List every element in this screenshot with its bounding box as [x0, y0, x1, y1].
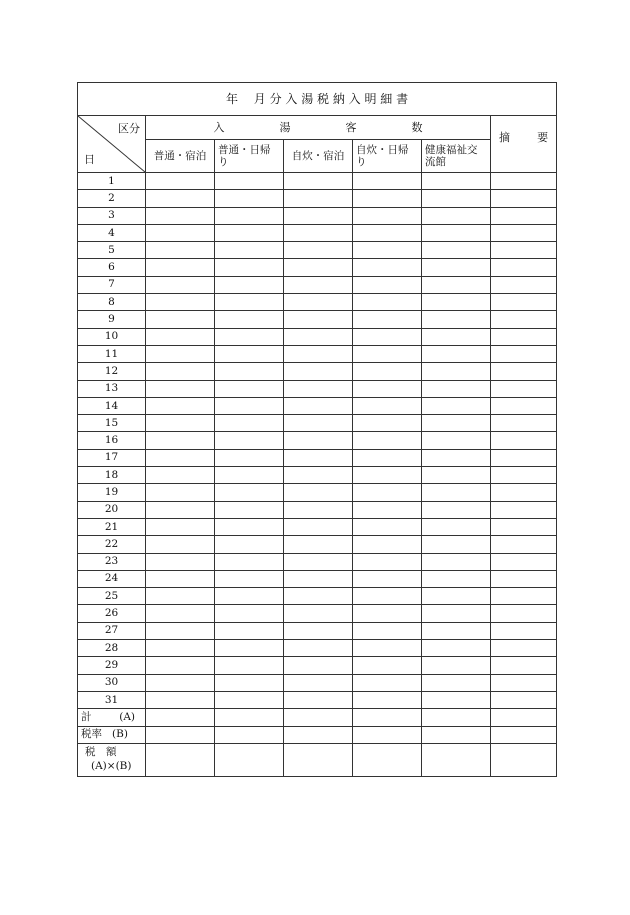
day-row	[78, 328, 557, 345]
tax-value-cell[interactable]	[284, 743, 353, 776]
count-cell[interactable]	[284, 224, 353, 241]
rate-value-cell[interactable]	[353, 726, 422, 743]
count-cell[interactable]	[353, 363, 422, 380]
day-row	[78, 657, 557, 674]
count-cell[interactable]	[353, 190, 422, 207]
count-cell[interactable]	[146, 467, 215, 484]
memo-cell[interactable]	[491, 484, 557, 501]
count-cell[interactable]	[422, 518, 491, 535]
count-cell[interactable]	[215, 432, 284, 449]
bather-count-char-2: 湯	[279, 121, 291, 134]
memo-cell[interactable]	[491, 518, 557, 535]
count-cell[interactable]	[215, 380, 284, 397]
day-number: 8	[78, 294, 146, 311]
count-cell[interactable]	[146, 432, 215, 449]
count-cell[interactable]	[284, 518, 353, 535]
day-number: 21	[78, 518, 146, 535]
count-cell[interactable]	[284, 190, 353, 207]
day-row	[78, 484, 557, 501]
memo-cell[interactable]	[491, 570, 557, 587]
day-row	[78, 449, 557, 466]
count-cell[interactable]	[215, 276, 284, 293]
count-cell[interactable]	[284, 242, 353, 259]
memo-cell[interactable]	[491, 380, 557, 397]
count-cell[interactable]	[422, 311, 491, 328]
tax-row	[78, 743, 557, 776]
count-cell[interactable]	[422, 173, 491, 190]
count-cell[interactable]	[353, 345, 422, 362]
memo-cell[interactable]	[491, 242, 557, 259]
count-cell[interactable]	[146, 536, 215, 553]
count-cell[interactable]	[422, 276, 491, 293]
day-row	[78, 242, 557, 259]
count-cell[interactable]	[215, 397, 284, 414]
count-cell[interactable]	[353, 640, 422, 657]
count-cell[interactable]	[284, 397, 353, 414]
rate-value-cell[interactable]	[215, 726, 284, 743]
count-cell[interactable]	[284, 622, 353, 639]
count-cell[interactable]	[284, 380, 353, 397]
count-cell[interactable]	[422, 380, 491, 397]
count-cell[interactable]	[284, 363, 353, 380]
total-row	[78, 709, 557, 726]
day-number: 28	[78, 640, 146, 657]
count-cell[interactable]	[215, 588, 284, 605]
day-row	[78, 536, 557, 553]
count-cell[interactable]	[146, 190, 215, 207]
tax-formula: (A)×(B)	[91, 759, 132, 772]
count-cell[interactable]	[215, 640, 284, 657]
memo-cell[interactable]	[491, 467, 557, 484]
count-cell[interactable]	[422, 397, 491, 414]
memo-cell[interactable]	[491, 432, 557, 449]
count-cell[interactable]	[146, 276, 215, 293]
day-number: 22	[78, 536, 146, 553]
memo-header	[491, 116, 557, 173]
memo-char-2: 要	[537, 130, 549, 144]
day-row	[78, 380, 557, 397]
count-cell[interactable]	[146, 328, 215, 345]
count-cell[interactable]	[146, 691, 215, 708]
count-cell[interactable]	[215, 691, 284, 708]
count-cell[interactable]	[353, 674, 422, 691]
memo-cell[interactable]	[491, 173, 557, 190]
count-cell[interactable]	[146, 449, 215, 466]
count-cell[interactable]	[353, 449, 422, 466]
count-cell[interactable]	[146, 484, 215, 501]
memo-cell[interactable]	[491, 345, 557, 362]
form-title	[78, 83, 557, 116]
count-cell[interactable]	[284, 588, 353, 605]
day-number: 5	[78, 242, 146, 259]
day-number: 31	[78, 691, 146, 708]
day-row	[78, 294, 557, 311]
count-cell[interactable]	[353, 207, 422, 224]
col-selfcook-stay: 自炊・宿泊	[284, 140, 353, 173]
count-cell[interactable]	[146, 173, 215, 190]
count-cell[interactable]	[284, 294, 353, 311]
day-number: 26	[78, 605, 146, 622]
rate-label-cell	[78, 726, 146, 743]
count-cell[interactable]	[353, 242, 422, 259]
day-number: 13	[78, 380, 146, 397]
bather-count-char-1: 入	[213, 121, 225, 134]
count-cell[interactable]	[422, 640, 491, 657]
memo-cell[interactable]	[491, 311, 557, 328]
count-cell[interactable]	[215, 173, 284, 190]
count-cell[interactable]	[146, 415, 215, 432]
memo-char-1: 摘	[499, 130, 510, 144]
day-number: 17	[78, 449, 146, 466]
count-cell[interactable]	[422, 691, 491, 708]
count-cell[interactable]	[284, 328, 353, 345]
kubun-hi-header	[78, 116, 146, 173]
count-cell[interactable]	[146, 294, 215, 311]
count-cell[interactable]	[422, 207, 491, 224]
count-cell[interactable]	[284, 467, 353, 484]
day-number: 9	[78, 311, 146, 328]
day-row	[78, 640, 557, 657]
count-cell[interactable]	[353, 415, 422, 432]
total-value-cell[interactable]	[491, 709, 557, 726]
day-number: 27	[78, 622, 146, 639]
tax-value-cell[interactable]	[422, 743, 491, 776]
day-number: 19	[78, 484, 146, 501]
tax-value-cell[interactable]	[215, 743, 284, 776]
count-cell[interactable]	[353, 311, 422, 328]
count-cell[interactable]	[353, 622, 422, 639]
total-value-cell[interactable]	[422, 709, 491, 726]
count-cell[interactable]	[422, 484, 491, 501]
day-number: 30	[78, 674, 146, 691]
total-value-cell[interactable]	[353, 709, 422, 726]
day-number: 15	[78, 415, 146, 432]
count-cell[interactable]	[215, 294, 284, 311]
day-number: 14	[78, 397, 146, 414]
count-cell[interactable]	[284, 501, 353, 518]
count-cell[interactable]	[353, 536, 422, 553]
count-cell[interactable]	[215, 311, 284, 328]
count-cell[interactable]	[215, 605, 284, 622]
count-cell[interactable]	[215, 518, 284, 535]
count-cell[interactable]	[146, 242, 215, 259]
count-cell[interactable]	[215, 259, 284, 276]
count-cell[interactable]	[353, 276, 422, 293]
day-row	[78, 432, 557, 449]
col-welfare-center: 健康福祉交流館	[422, 140, 491, 173]
total-label: 計	[81, 710, 92, 723]
day-number: 20	[78, 501, 146, 518]
count-cell[interactable]	[422, 622, 491, 639]
count-cell[interactable]	[146, 311, 215, 328]
count-cell[interactable]	[146, 588, 215, 605]
count-cell[interactable]	[353, 432, 422, 449]
memo-cell[interactable]	[491, 691, 557, 708]
count-cell[interactable]	[284, 173, 353, 190]
count-cell[interactable]	[284, 259, 353, 276]
count-cell[interactable]	[284, 432, 353, 449]
count-cell[interactable]	[146, 380, 215, 397]
count-cell[interactable]	[422, 449, 491, 466]
count-cell[interactable]	[422, 553, 491, 570]
col-selfcook-day: 自炊・日帰り	[353, 140, 422, 173]
count-cell[interactable]	[215, 328, 284, 345]
count-cell[interactable]	[215, 570, 284, 587]
tax-value-cell[interactable]	[146, 743, 215, 776]
count-cell[interactable]	[284, 605, 353, 622]
count-cell[interactable]	[284, 276, 353, 293]
count-cell[interactable]	[422, 294, 491, 311]
day-number: 6	[78, 259, 146, 276]
day-number: 16	[78, 432, 146, 449]
count-cell[interactable]	[215, 363, 284, 380]
memo-cell[interactable]	[491, 536, 557, 553]
total-mark: (A)	[119, 710, 135, 723]
tax-value-cell[interactable]	[491, 743, 557, 776]
rate-label: 税率	[81, 728, 102, 741]
count-cell[interactable]	[353, 605, 422, 622]
day-row	[78, 674, 557, 691]
memo-cell[interactable]	[491, 190, 557, 207]
total-value-cell[interactable]	[146, 709, 215, 726]
count-cell[interactable]	[284, 484, 353, 501]
memo-cell[interactable]	[491, 294, 557, 311]
count-cell[interactable]	[215, 449, 284, 466]
tax-value-cell[interactable]	[353, 743, 422, 776]
day-number: 12	[78, 363, 146, 380]
count-cell[interactable]	[422, 415, 491, 432]
memo-cell[interactable]	[491, 553, 557, 570]
count-cell[interactable]	[353, 691, 422, 708]
memo-cell[interactable]	[491, 397, 557, 414]
memo-cell[interactable]	[491, 501, 557, 518]
count-cell[interactable]	[146, 553, 215, 570]
count-cell[interactable]	[215, 484, 284, 501]
bather-count-char-3: 客	[345, 121, 357, 134]
memo-cell[interactable]	[491, 588, 557, 605]
day-row	[78, 190, 557, 207]
day-number: 7	[78, 276, 146, 293]
day-row	[78, 207, 557, 224]
rate-value-cell[interactable]	[491, 726, 557, 743]
count-cell[interactable]	[284, 657, 353, 674]
count-cell[interactable]	[146, 224, 215, 241]
count-cell[interactable]	[284, 449, 353, 466]
count-cell[interactable]	[422, 224, 491, 241]
count-cell[interactable]	[215, 224, 284, 241]
count-cell[interactable]	[284, 640, 353, 657]
count-cell[interactable]	[422, 363, 491, 380]
count-cell[interactable]	[353, 518, 422, 535]
tax-detail-form	[77, 82, 557, 777]
day-row	[78, 397, 557, 414]
day-row	[78, 259, 557, 276]
memo-cell[interactable]	[491, 449, 557, 466]
count-cell[interactable]	[215, 345, 284, 362]
day-row	[78, 345, 557, 362]
count-cell[interactable]	[284, 345, 353, 362]
total-label-cell	[78, 709, 146, 726]
count-cell[interactable]	[215, 415, 284, 432]
day-row	[78, 467, 557, 484]
rate-row	[78, 726, 557, 743]
day-number: 11	[78, 345, 146, 362]
count-cell[interactable]	[422, 190, 491, 207]
day-row	[78, 518, 557, 535]
memo-cell[interactable]	[491, 657, 557, 674]
count-cell[interactable]	[422, 259, 491, 276]
count-cell[interactable]	[422, 328, 491, 345]
day-number: 3	[78, 207, 146, 224]
day-row	[78, 311, 557, 328]
day-row	[78, 224, 557, 241]
count-cell[interactable]	[284, 691, 353, 708]
col-regular-stay: 普通・宿泊	[146, 140, 215, 173]
day-row	[78, 415, 557, 432]
day-row	[78, 691, 557, 708]
day-row	[78, 501, 557, 518]
count-cell[interactable]	[215, 553, 284, 570]
count-cell[interactable]	[215, 674, 284, 691]
count-cell[interactable]	[284, 415, 353, 432]
count-cell[interactable]	[422, 588, 491, 605]
bather-count-header	[146, 116, 491, 140]
count-cell[interactable]	[353, 588, 422, 605]
count-cell[interactable]	[146, 397, 215, 414]
memo-cell[interactable]	[491, 224, 557, 241]
day-row	[78, 553, 557, 570]
day-number: 29	[78, 657, 146, 674]
count-cell[interactable]	[215, 536, 284, 553]
count-cell[interactable]	[353, 484, 422, 501]
day-row	[78, 173, 557, 190]
memo-cell[interactable]	[491, 622, 557, 639]
count-cell[interactable]	[215, 622, 284, 639]
count-cell[interactable]	[353, 397, 422, 414]
day-row	[78, 276, 557, 293]
day-number: 4	[78, 224, 146, 241]
memo-cell[interactable]	[491, 415, 557, 432]
count-cell[interactable]	[146, 640, 215, 657]
count-cell[interactable]	[422, 345, 491, 362]
count-cell[interactable]	[215, 501, 284, 518]
count-cell[interactable]	[146, 622, 215, 639]
day-number: 23	[78, 553, 146, 570]
count-cell[interactable]	[353, 553, 422, 570]
count-cell[interactable]	[284, 553, 353, 570]
day-number: 25	[78, 588, 146, 605]
count-cell[interactable]	[146, 345, 215, 362]
memo-cell[interactable]	[491, 207, 557, 224]
memo-cell[interactable]	[491, 259, 557, 276]
count-cell[interactable]	[422, 242, 491, 259]
count-cell[interactable]	[215, 190, 284, 207]
memo-cell[interactable]	[491, 363, 557, 380]
bather-count-char-4: 数	[411, 121, 423, 134]
day-row	[78, 588, 557, 605]
day-row	[78, 605, 557, 622]
count-cell[interactable]	[422, 536, 491, 553]
count-cell[interactable]	[146, 259, 215, 276]
count-cell[interactable]	[422, 605, 491, 622]
memo-cell[interactable]	[491, 328, 557, 345]
form-title-text: 年 月 分 入 湯 税 納 入 明 細 書	[225, 91, 409, 106]
rate-value-cell[interactable]	[146, 726, 215, 743]
count-cell[interactable]	[146, 363, 215, 380]
count-cell[interactable]	[284, 536, 353, 553]
count-cell[interactable]	[146, 518, 215, 535]
memo-cell[interactable]	[491, 605, 557, 622]
day-label: 日	[84, 153, 95, 166]
count-cell[interactable]	[422, 501, 491, 518]
rate-value-cell[interactable]	[284, 726, 353, 743]
count-cell[interactable]	[284, 207, 353, 224]
day-number: 1	[78, 173, 146, 190]
day-number: 18	[78, 467, 146, 484]
count-cell[interactable]	[284, 674, 353, 691]
count-cell[interactable]	[353, 294, 422, 311]
count-cell[interactable]	[353, 328, 422, 345]
rate-mark: (B)	[112, 728, 128, 741]
count-cell[interactable]	[353, 570, 422, 587]
count-cell[interactable]	[353, 173, 422, 190]
count-cell[interactable]	[215, 657, 284, 674]
total-value-cell[interactable]	[215, 709, 284, 726]
col-regular-day: 普通・日帰り	[215, 140, 284, 173]
day-number: 24	[78, 570, 146, 587]
count-cell[interactable]	[146, 501, 215, 518]
count-cell[interactable]	[422, 432, 491, 449]
count-cell[interactable]	[422, 467, 491, 484]
kubun-label: 区分	[118, 122, 140, 135]
day-row	[78, 622, 557, 639]
count-cell[interactable]	[353, 259, 422, 276]
rate-value-cell[interactable]	[422, 726, 491, 743]
tax-label-cell	[78, 743, 146, 776]
count-cell[interactable]	[422, 570, 491, 587]
count-cell[interactable]	[422, 657, 491, 674]
count-cell[interactable]	[353, 657, 422, 674]
day-row	[78, 363, 557, 380]
day-number: 2	[78, 190, 146, 207]
day-row	[78, 570, 557, 587]
count-cell[interactable]	[284, 570, 353, 587]
count-cell[interactable]	[353, 501, 422, 518]
tax-label: 税 額	[85, 745, 117, 758]
memo-cell[interactable]	[491, 640, 557, 657]
count-cell[interactable]	[215, 242, 284, 259]
count-cell[interactable]	[146, 674, 215, 691]
count-cell[interactable]	[353, 224, 422, 241]
count-cell[interactable]	[215, 467, 284, 484]
memo-cell[interactable]	[491, 674, 557, 691]
total-value-cell[interactable]	[284, 709, 353, 726]
day-number: 10	[78, 328, 146, 345]
count-cell[interactable]	[146, 657, 215, 674]
count-cell[interactable]	[353, 467, 422, 484]
count-cell[interactable]	[422, 674, 491, 691]
count-cell[interactable]	[146, 207, 215, 224]
memo-cell[interactable]	[491, 276, 557, 293]
count-cell[interactable]	[146, 605, 215, 622]
count-cell[interactable]	[146, 570, 215, 587]
count-cell[interactable]	[284, 311, 353, 328]
count-cell[interactable]	[215, 207, 284, 224]
count-cell[interactable]	[353, 380, 422, 397]
